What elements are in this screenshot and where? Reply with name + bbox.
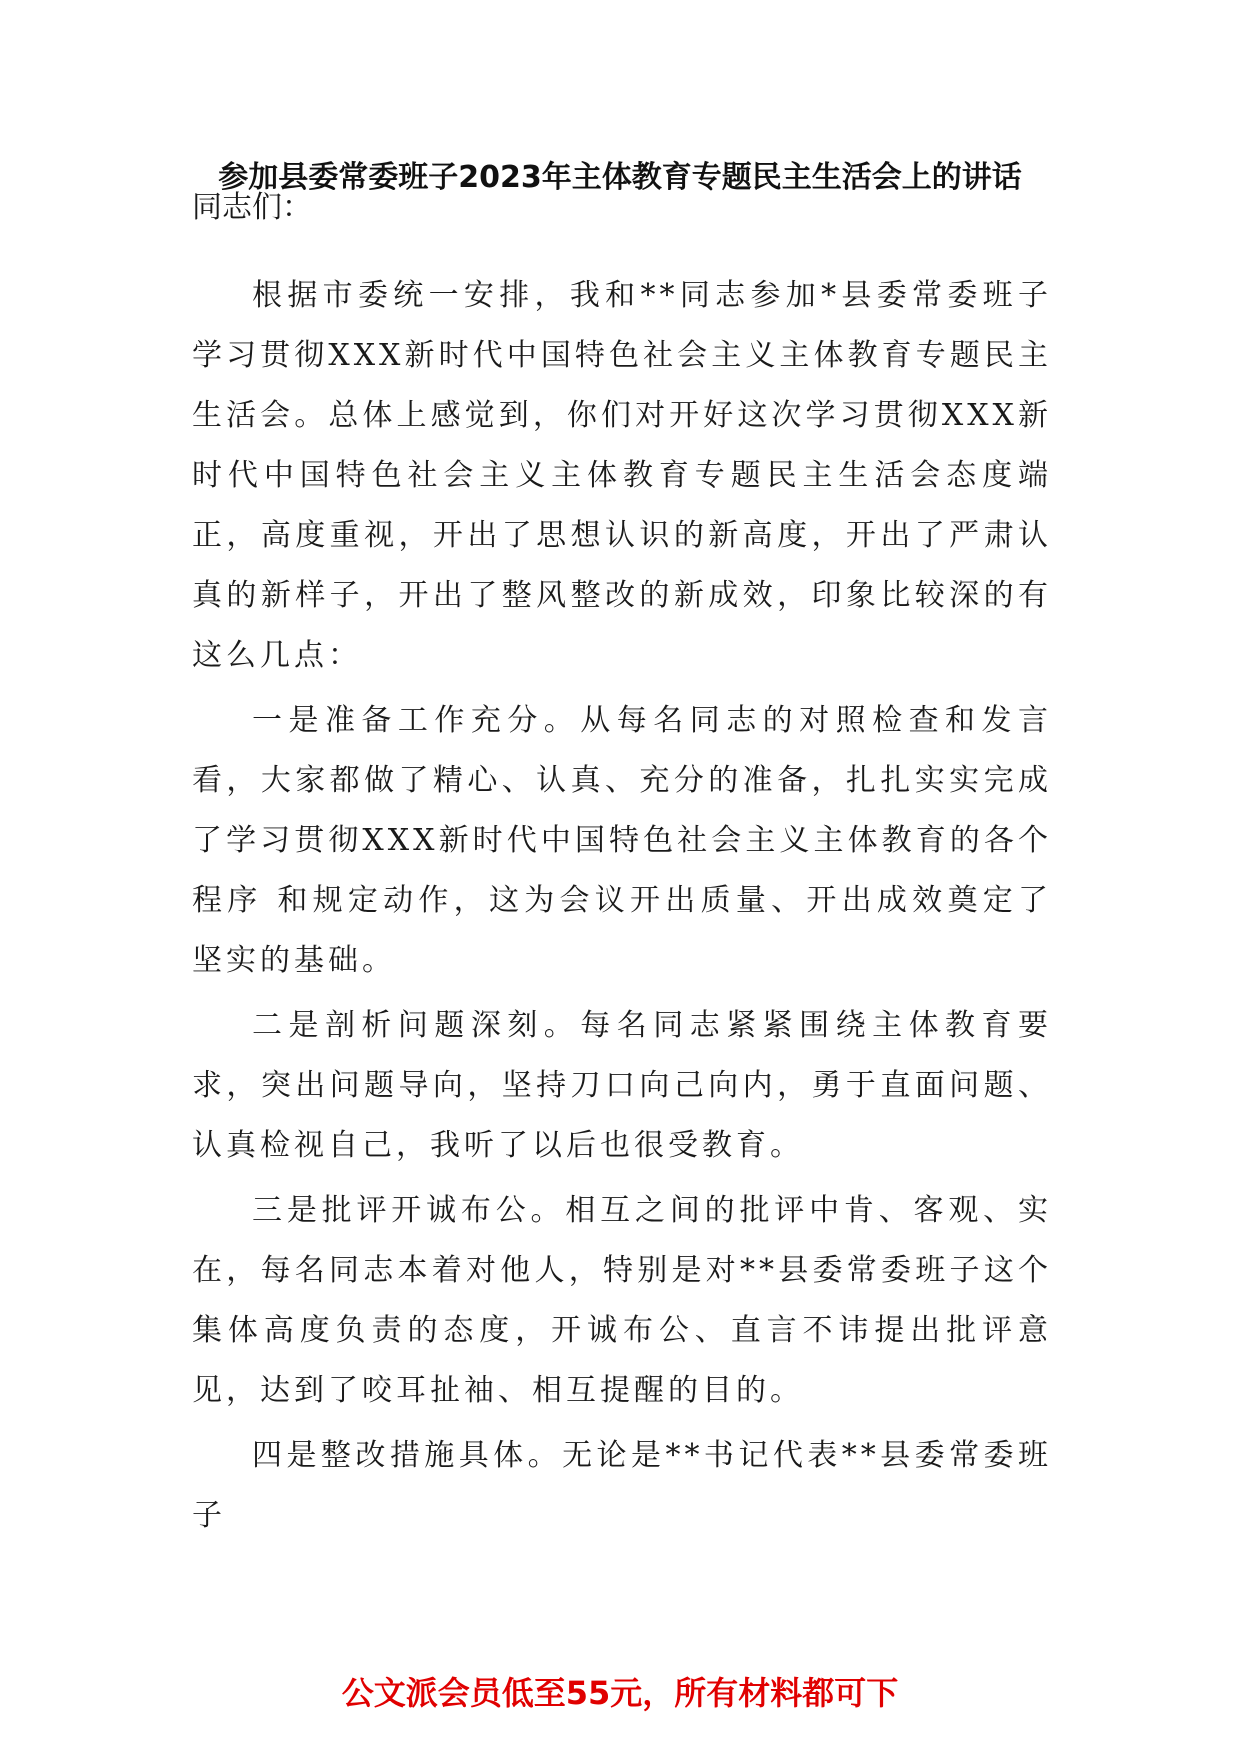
paragraph-point-4: 四是整改措施具体。无论是**书记代表**县委常委班子 xyxy=(192,1438,1052,1533)
salutation: 同志们： xyxy=(192,190,312,225)
promo-footer: 公文派会员低至55元，所有材料都可下 xyxy=(341,1674,899,1712)
paragraph-intro: 根据市委统一安排，我和**同志参加*县委常委班子学习贯彻XXX新时代中国特色社会主义主体教育专题民主生活会。总体上感觉到，你们对开好这次学习贯彻XXX新时代中国特色社会主义主体教育专题民主生活会态度端正，高度重视，开出了思想认识的新高度，开出了严肃认真的新样子，开出了整风整改的新成效，印象比较深的有这么几点： xyxy=(192,278,1052,673)
paragraph-point-1: 一是准备工作充分。从每名同志的对照检查和发言看，大家都做了精心、认真、充分的准备，扎扎实实完成了学习贯彻XXX新时代中国特色社会主义主体教育的各个程序 和规定动作，这为会议开出质量、开出成效奠定了坚实的基础。 xyxy=(192,703,1052,978)
paragraph-point-2: 二是剖析问题深刻。每名同志紧紧围绕主体教育要求，突出问题导向，坚持刀口向己向内，勇于直面问题、认真检视自己，我听了以后也很受教育。 xyxy=(192,1008,1052,1163)
document-body xyxy=(192,266,1052,1551)
paragraph-point-3: 三是批评开诚布公。相互之间的批评中肯、客观、实在，每名同志本着对他人，特别是对**县委常委班子这个集体高度负责的态度，开诚布公、直言不讳提出批评意见，达到了咬耳扯袖、相互提醒的目的。 xyxy=(192,1193,1052,1408)
document-title: 参加县委常委班子2023年主体教育专题民主生活会上的讲话 xyxy=(218,160,1022,195)
